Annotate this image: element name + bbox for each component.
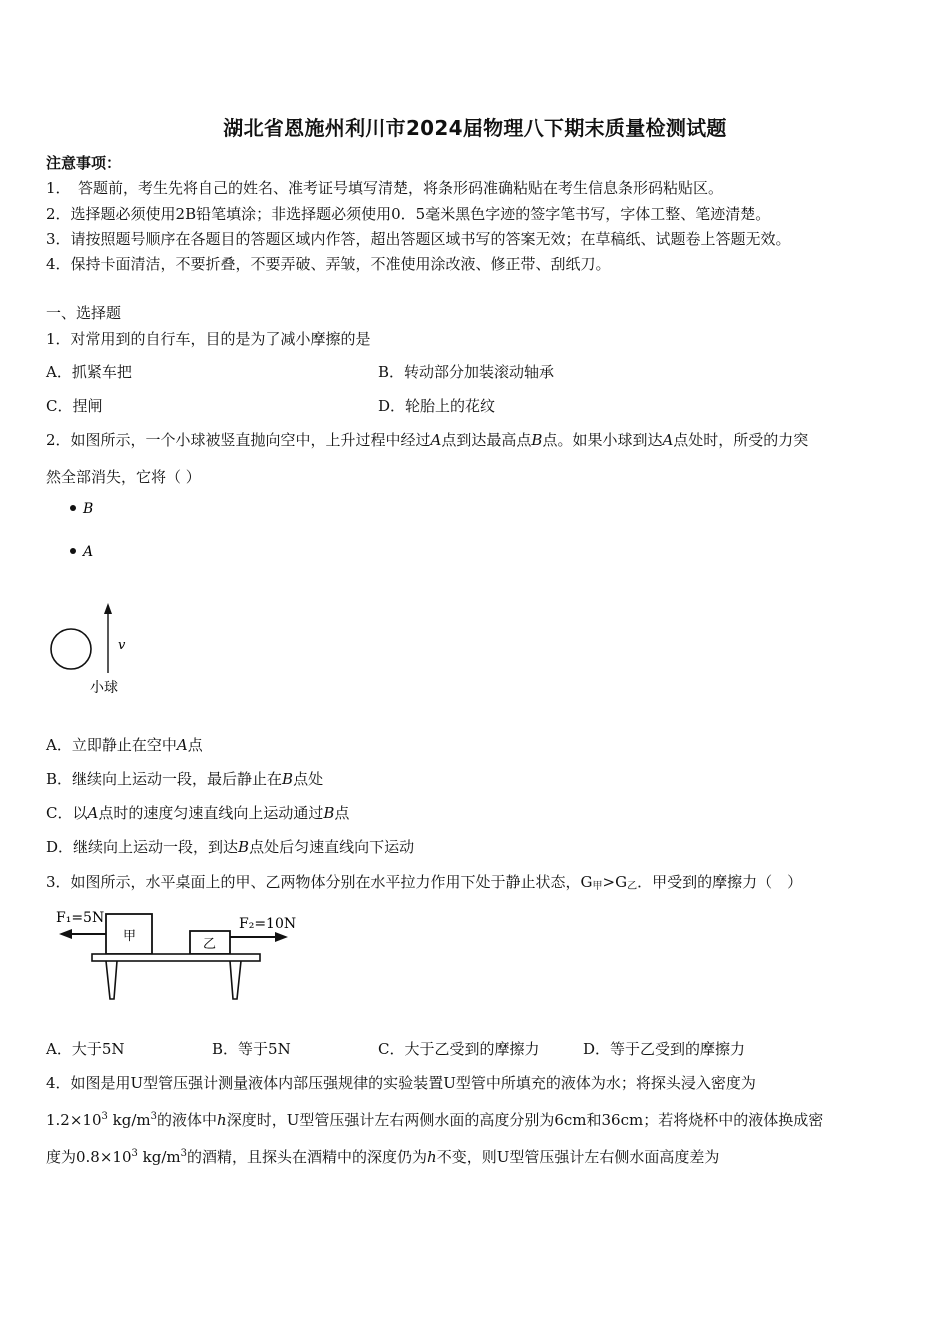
q4-l3-a: 度为0.8×10 (46, 1148, 132, 1166)
notice-item-1: 1． 答题前，考生先将自己的姓名、准考证号填写清楚，将条形码准确粘贴在考生信息条形码粘贴区。 (46, 179, 724, 197)
block-jia-label: 甲 (123, 929, 137, 944)
q3-option-d: D．等于乙受到的摩擦力 (583, 1040, 746, 1058)
q2-option-d-point: B (238, 838, 250, 856)
section-heading: 一、选择题 (46, 304, 122, 322)
q4-line3 (46, 1146, 719, 1167)
f2-arrow-head (275, 932, 288, 942)
notice-heading: 注意事项： (46, 154, 122, 172)
ball-label: 小球 (90, 680, 118, 696)
q2-option-a-post: 点 (187, 736, 203, 754)
f1-label: F₁=5N (56, 910, 105, 926)
q4-l2-h: h (217, 1111, 227, 1129)
q1-stem: 1．对常用到的自行车，目的是为了减小摩擦的是 (46, 330, 371, 348)
q2-option-b-pre: B．继续向上运动一段，最后静止在 (46, 770, 283, 788)
q2-stem-line1 (46, 429, 808, 450)
q2-option-c-pre: C．以 (46, 804, 88, 822)
velocity-arrow-head (104, 603, 112, 614)
q2-option-c-point-a: A (87, 804, 99, 822)
q3-stem-c: ．甲受到的摩擦力（ ） (637, 873, 803, 891)
q4-l2-sup2: 3 (150, 1111, 158, 1122)
q3-option-b: B．等于5N (212, 1040, 291, 1058)
q2-stem-d: 点处时，所受的力突 (673, 431, 809, 449)
q3-stem (46, 871, 802, 892)
q4-l2-d: 深度时，U型管压强计左右两侧水面的高度分别为6cm和36cm；若将烧杯中的液体换成密 (226, 1111, 824, 1129)
q3-stem-a: 3．如图所示，水平桌面上的甲、乙两物体分别在水平拉力作用下处于静止状态，G (46, 873, 593, 891)
q4-l2-c: 的液体中 (157, 1111, 218, 1129)
q4-l3-h: h (427, 1148, 437, 1166)
q2-point-a: A (430, 431, 442, 449)
q2-point-b: B (531, 431, 543, 449)
table-leg-left (106, 961, 117, 999)
q2-stem-a: 2．如图所示，一个小球被竖直抛向空中，上升过程中经过 (46, 431, 431, 449)
f2-label: F₂=10N (239, 916, 297, 932)
block-yi-label: 乙 (203, 937, 217, 952)
q2-stem-line2: 然全部消失，它将（ ） (46, 468, 201, 486)
point-b-label: B (83, 501, 94, 517)
q2-option-b-post: 点处 (293, 770, 324, 788)
q2-stem-b: 点到达最高点 (441, 431, 532, 449)
notice-item-3: 3．请按照题号顺序在各题目的答题区域内作答，超出答题区域书写的答案无效；在草稿纸、试题卷上答题无效。 (46, 230, 791, 248)
q2-option-d (46, 836, 414, 857)
q4-l3-sup2: 3 (180, 1148, 188, 1159)
q2-stem-c: 点。如果小球到达 (542, 431, 663, 449)
q2-option-a (46, 734, 203, 755)
q2-option-c-mid: 点时的速度匀速直线向上运动通过 (98, 804, 324, 822)
q2-option-d-pre: D．继续向上运动一段，到达 (46, 838, 239, 856)
q4-l2-a: 1.2×10 (46, 1111, 102, 1129)
q1-option-a: A．抓紧车把 (46, 363, 132, 381)
q3-figure (50, 903, 310, 1008)
q4-line2 (46, 1109, 823, 1130)
notice-item-2: 2．选择题必须使用2B铅笔填涂；非选择题必须使用0．5毫米黑色字迹的签字笔书写，字体工整、笔迹清楚。 (46, 205, 771, 223)
table-leg-right (230, 961, 241, 999)
q4-l3-c: 的酒精，且探头在酒精中的深度仍为 (187, 1148, 428, 1166)
q3-option-a: A．大于5N (46, 1040, 125, 1058)
q2-figure (40, 495, 150, 705)
q1-option-c: C．捏闸 (46, 397, 103, 415)
page-title: 湖北省恩施州利川市2024届物理八下期末质量检测试题 (223, 116, 727, 140)
q2-option-b (46, 768, 323, 789)
q4-l3-d: 不变，则U型管压强计左右侧水面高度差为 (436, 1148, 720, 1166)
q3-stem-b: >G (602, 873, 628, 891)
q3-sub-jia: 甲 (592, 881, 603, 892)
point-b-dot (70, 505, 76, 511)
table-top (92, 954, 260, 961)
q4-l2-sup1: 3 (101, 1111, 108, 1122)
velocity-label: v (118, 638, 126, 653)
q3-sub-yi: 乙 (627, 881, 638, 892)
q2-option-c-point-b: B (323, 804, 335, 822)
q2-option-d-post: 点处后匀速直线向下运动 (249, 838, 415, 856)
q2-option-c-post: 点 (334, 804, 350, 822)
q3-option-c: C．大于乙受到的摩擦力 (378, 1040, 540, 1058)
q1-option-d: D．轮胎上的花纹 (378, 397, 496, 415)
q2-point-a-2: A (662, 431, 674, 449)
q4-l3-b: kg/m (137, 1148, 181, 1166)
point-a-label: A (83, 544, 94, 560)
q2-option-a-point: A (176, 736, 188, 754)
q4-l3-sup1: 3 (131, 1148, 138, 1159)
q2-option-a-pre: A．立即静止在空中 (46, 736, 177, 754)
point-a-dot (70, 548, 76, 554)
q1-option-b: B．转动部分加装滚动轴承 (378, 363, 555, 381)
q4-l2-b: kg/m (107, 1111, 151, 1129)
ball-circle (51, 629, 91, 669)
f1-arrow-head (59, 929, 72, 939)
notice-item-4: 4．保持卡面清洁，不要折叠，不要弄破、弄皱，不准使用涂改液、修正带、刮纸刀。 (46, 255, 611, 273)
q2-option-c (46, 802, 349, 823)
q2-option-b-point: B (282, 770, 294, 788)
q4-line1: 4．如图是用U型管压强计测量液体内部压强规律的实验装置U型管中所填充的液体为水；将探头浸入密度为 (46, 1074, 756, 1092)
